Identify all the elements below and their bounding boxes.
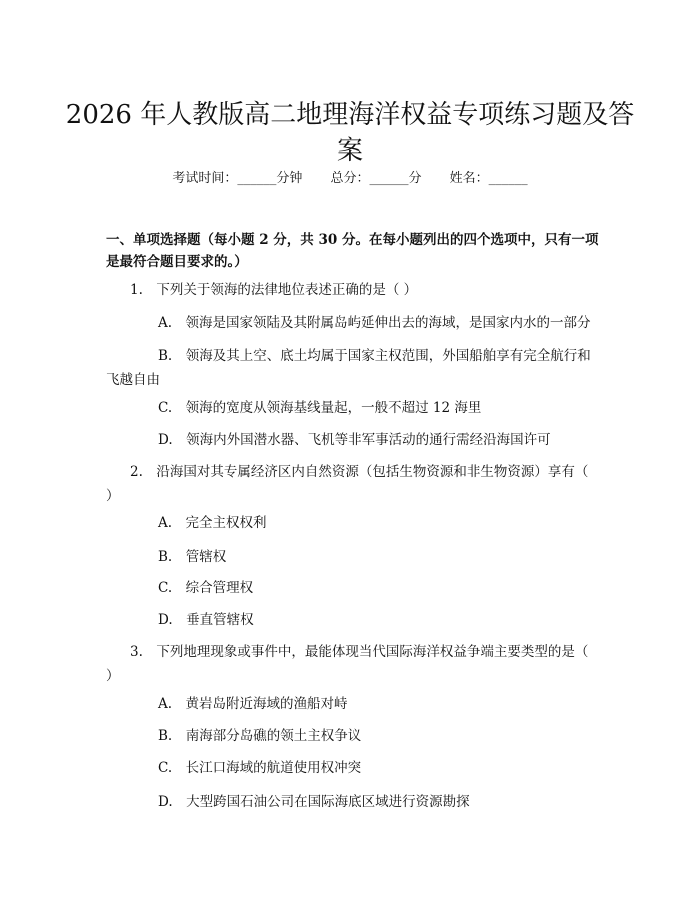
- section-heading: 一、单项选择题（每小题 2 分，共 30 分。在每小题列出的四个选项中，只有一项是最符合题目要求的。）: [106, 232, 599, 270]
- question-3-option-a: A. 黄岩岛附近海域的渔船对峙: [158, 696, 348, 712]
- question-2-option-c: C. 综合管理权: [158, 580, 254, 596]
- student-name-field: 姓名：______: [449, 171, 528, 186]
- page-title: 2026 年人教版高二地理海洋权益专项练习题及答案: [65, 100, 635, 167]
- question-3-option-b: B. 南海部分岛礁的领土主权争议: [158, 728, 362, 744]
- exam-info-line: [0, 167, 700, 186]
- question-3-option-d: D. 大型跨国石油公司在国际海底区域进行资源勘探: [158, 794, 470, 810]
- total-score-field: 总分：______分: [330, 171, 422, 186]
- question-1-option-c: C. 领海的宽度从领海基线量起，一般不超过 12 海里: [158, 400, 482, 416]
- question-2-option-d: D. 垂直管辖权: [158, 612, 254, 628]
- question-2-option-a: A. 完全主权权利: [158, 515, 267, 531]
- question-1-option-a: A. 领海是国家领陆及其附属岛屿延伸出去的海域，是国家内水的一部分: [158, 315, 591, 331]
- question-1: 1. 下列关于领海的法律地位表述正确的是（ ）: [130, 282, 418, 298]
- question-3-option-c: C. 长江口海域的航道使用权冲突: [158, 760, 362, 776]
- question-1-option-b: B. 领海及其上空、底土均属于国家主权范围，外国船舶享有完全航行和飞越自由: [106, 348, 591, 388]
- question-2-option-b: B. 管辖权: [158, 549, 227, 565]
- question-3: 3. 下列地理现象或事件中，最能体现当代国际海洋权益争端主要类型的是（ ）: [106, 644, 589, 684]
- exam-time-field: 考试时间：______分钟: [172, 171, 303, 186]
- question-2: 2. 沿海国对其专属经济区内自然资源（包括生物资源和非生物资源）享有（ ）: [106, 464, 589, 504]
- question-1-option-d: D. 领海内外国潜水器、飞机等非军事活动的通行需经沿海国许可: [158, 432, 551, 448]
